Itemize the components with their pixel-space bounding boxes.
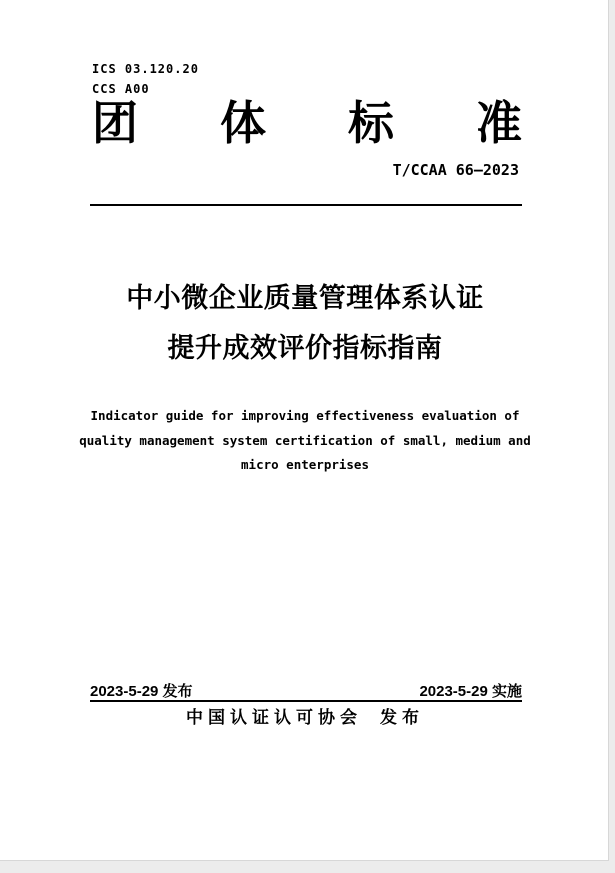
standard-number: T/CCAA 66—2023 (392, 161, 519, 179)
title-english-line1: Indicator guide for improving effectiveness evaluation of (90, 408, 520, 423)
publisher-line (45, 708, 565, 728)
title-chinese-line1: 中小微企业质量管理体系认证 (126, 283, 484, 313)
title-english-line3: micro enterprises (241, 457, 369, 472)
ccs-classification-code: CCS A00 (92, 82, 150, 96)
header-divider-line (90, 204, 522, 206)
doc-type-char-4: 准 (476, 97, 522, 149)
title-chinese-line2: 提升成效评价指标指南 (167, 333, 443, 363)
title-english (45, 404, 565, 478)
publisher-action-label: 发布 (380, 708, 424, 727)
doc-type-char-1: 团 (92, 97, 138, 149)
footer-divider-line (90, 700, 522, 702)
issue-date: 2023-5-29 发布 (90, 683, 193, 700)
ics-classification-code: ICS 03.120.20 (92, 62, 199, 76)
title-english-line2: quality management system certification of small, medium and (79, 432, 531, 448)
dates-row (90, 683, 522, 700)
publisher-organization: 中国认证认可协会 (186, 708, 362, 727)
implementation-date: 2023-5-29 实施 (419, 683, 522, 700)
document-type-heading (92, 98, 522, 148)
doc-type-char-3: 标 (348, 97, 394, 149)
doc-type-char-2: 体 (220, 97, 266, 149)
